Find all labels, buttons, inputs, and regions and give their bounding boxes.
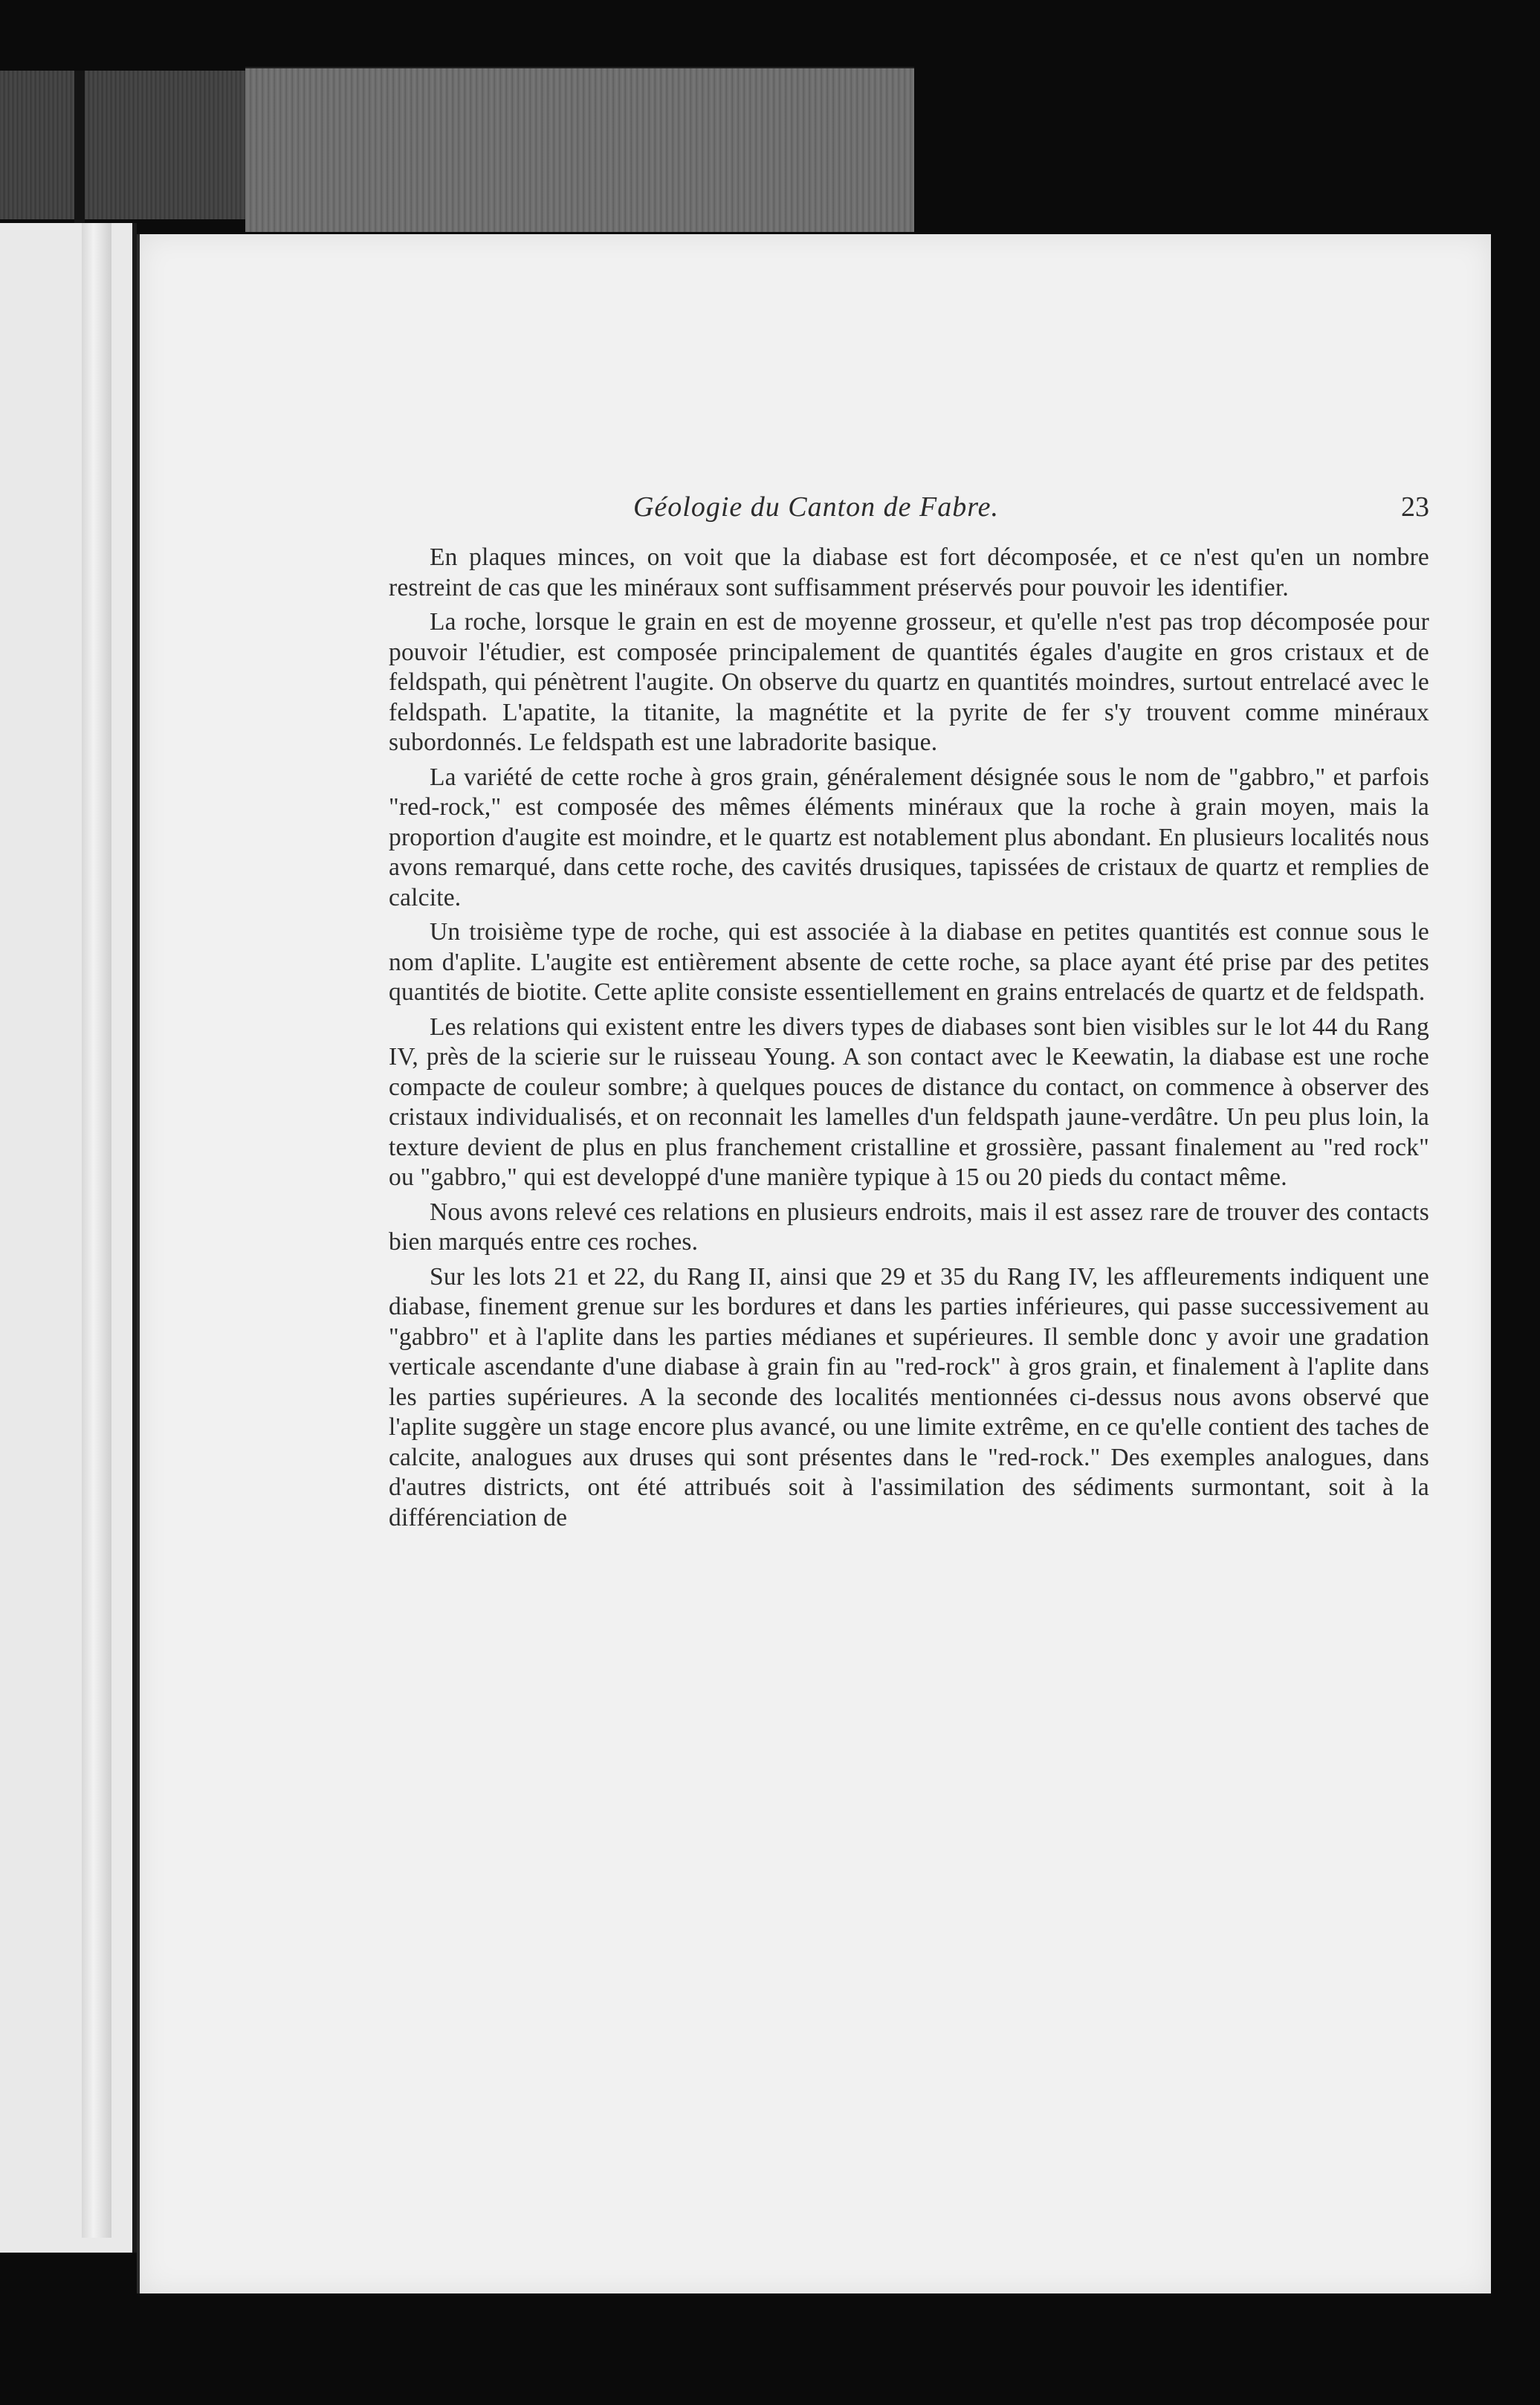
running-head — [389, 491, 1429, 535]
book-cover-top — [245, 67, 914, 232]
page-text-block — [389, 491, 1429, 1537]
paragraph: Un troisième type de roche, qui est associée à la diabase en petites quantités est connue sous le nom d'aplite. L'augite est entièrement absente de cette roche, sa place ayant été prise par des petites quantités de biotite. Cette aplite consiste essentiellement en grains entrelacés de quartz et de feldspath. — [389, 918, 1429, 1006]
paragraph: Sur les lots 21 et 22, du Rang II, ainsi que 29 et 35 du Rang IV, les affleurements indiquent une diabase, finement grenue sur les bordures et dans les parties inférieures, qui passe successivement au "gabbro" et à l'aplite dans les parties médianes et supérieures. Il semble donc y avoir une gradation verticale ascendante d'une diabase à grain fin au "red-rock" à gros grain, et finalement à l'aplite dans les parties supérieures. A la seconde des localités mentionnées ci-dessus nous avons observé que l'aplite suggère un stage encore plus avancé, ou une limite extrême, en ce qu'elle contient des taches de calcite, analogues aux druses qui sont présentes dans le "red-rock." Des exemples analogues, dans d'autres districts, ont été attribués soit à l'assimilation des sédiments surmontant, soit à la différenciation de — [389, 1262, 1429, 1531]
book-cover-edge — [0, 71, 245, 219]
paragraph: Nous avons relevé ces relations en plusieurs endroits, mais il est assez rare de trouver des contacts bien marqués entre ces roches. — [389, 1198, 1429, 1256]
page-number: 23 — [1401, 491, 1429, 523]
running-title: Géologie du Canton de Fabre. — [632, 491, 999, 523]
book-binding — [82, 223, 111, 2238]
paragraph: La variété de cette roche à gros grain, généralement désignée sous le nom de "gabbro," et parfois "red-rock," est composée des mêmes éléments minéraux que la roche à grain moyen, mais la proportion d'augite est moindre, et le quartz est notablement plus abondant. En plusieurs localités nous avons remarqué, dans cette roche, des cavités drusiques, tapissées de cristaux de quartz et remplies de calcite. — [389, 763, 1429, 911]
facing-page-edge — [0, 223, 137, 2253]
cover-gap — [74, 71, 85, 227]
paragraph: Les relations qui existent entre les divers types de diabases sont bien visibles sur le lot 44 du Rang IV, près de la scierie sur le ruisseau Young. A son contact avec le Keewatin, la diabase est une roche compacte de couleur sombre; à quelques pouces de distance du contact, on commence à observer des cristaux individualisés, et on reconnait les lamelles d'un feldspath jaune-verdâtre. Un peu plus loin, la texture devient de plus en plus franchement cristalline et grossière, passant finalement au "red rock" ou "gabbro," qui est developpé d'une manière typique à 15 ou 20 pieds du contact même. — [389, 1013, 1429, 1191]
book-page — [137, 234, 1491, 2293]
paragraph: La roche, lorsque le grain en est de moyenne grosseur, et qu'elle n'est pas trop décomposée pour pouvoir l'étudier, est composée principalement de quantités égales d'augite en gros cristaux et de feldspath, qui pénètrent l'augite. On observe du quartz en quantités moindres, surtout entrelacé avec le feldspath. L'apatite, la titanite, la magnétite et la pyrite de fer s'y trouvent comme minéraux subordonnés. Le feldspath est une labradorite basique. — [389, 608, 1429, 756]
paragraph: En plaques minces, on voit que la diabase est fort décomposée, et ce n'est qu'en un nombre restreint de cas que les minéraux sont suffisamment préservés pour pouvoir les identifier. — [389, 543, 1429, 601]
